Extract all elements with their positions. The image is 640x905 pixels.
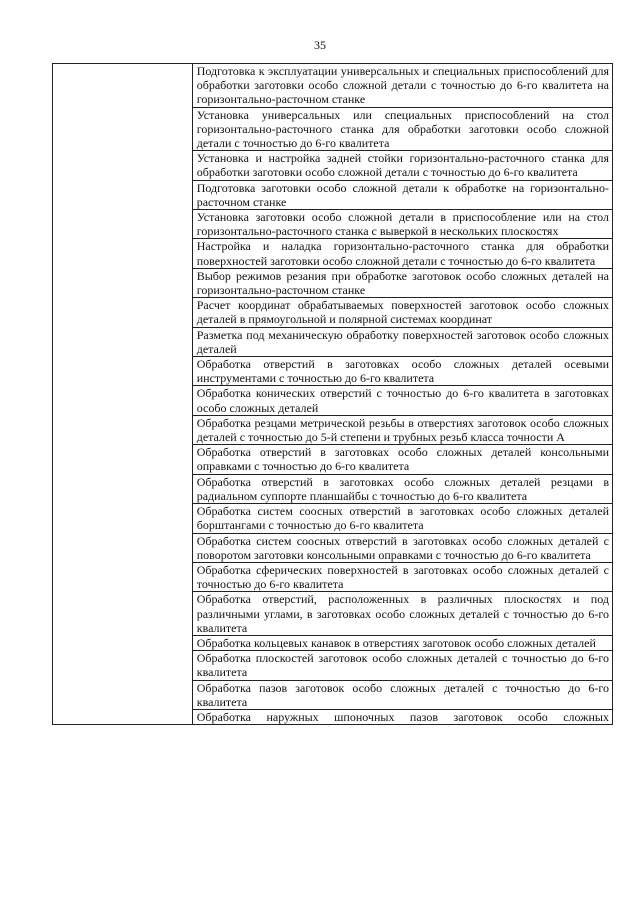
labor-action-cell: Установка и настройка задней стойки горизонтально-расточного станка для обработки заготовки особо сложной детали с точностью до 6-го квалитета: [192, 151, 612, 180]
labor-action-cell: Обработка плоскостей заготовок особо сложных деталей с точностью до 6-го квалитета: [192, 651, 612, 680]
labor-action-cell: Обработка систем соосных отверстий в заготовках особо сложных деталей с поворотом заготовки консольными оправками с точностью до 6-го квалитета: [192, 533, 612, 562]
labor-action-cell: Обработка систем соосных отверстий в заготовках особо сложных деталей борштангами с точностью до 6-го квалитета: [192, 504, 612, 533]
labor-action-cell: Подготовка к эксплуатации универсальных и специальных приспособлений для обработки заготовки особо сложной детали с точностью до 6-го квалитета на горизонтально-расточном станке: [192, 64, 612, 108]
labor-action-cell: Обработка конических отверстий с точностью до 6-го квалитета в заготовках особо сложных деталей: [192, 386, 612, 415]
labor-action-cell: Установка универсальных или специальных приспособлений на стол горизонтально-расточного станка для обработки заготовки особо сложной детали с точностью до 6-го квалитета: [192, 107, 612, 151]
labor-action-cell: Обработка резцами метрической резьбы в отверстиях заготовок особо сложных деталей с точностью до 5-й степени и трубных резьб класса точности А: [192, 415, 612, 444]
labor-action-cell: Настройка и наладка горизонтально-расточного станка для обработки поверхностей заготовки особо сложной детали с точностью до 6-го квалитета: [192, 239, 612, 268]
labor-action-cell: Выбор режимов резания при обработке заготовок особо сложных деталей на горизонтально-расточном станке: [192, 268, 612, 297]
labor-action-cell: Обработка отверстий, расположенных в различных плоскостях и под различными углами, в заготовках особо сложных деталей с точностью до 6-го квалитета: [192, 592, 612, 636]
left-column-cell: [53, 64, 193, 725]
labor-action-cell: Обработка сферических поверхностей в заготовках особо сложных деталей с точностью до 6-го квалитета: [192, 562, 612, 591]
labor-action-cell: Обработка пазов заготовок особо сложных деталей с точностью до 6-го квалитета: [192, 680, 612, 709]
labor-action-cell: Обработка отверстий в заготовках особо сложных деталей осевыми инструментами с точностью до 6-го квалитета: [192, 357, 612, 386]
labor-action-cell: Обработка отверстий в заготовках особо сложных деталей консольными оправками с точностью до 6-го квалитета: [192, 445, 612, 474]
labor-action-cell: Обработка кольцевых канавок в отверстиях заготовок особо сложных деталей: [192, 635, 612, 650]
labor-functions-table: [52, 63, 613, 725]
labor-action-cell: Разметка под механическую обработку поверхностей заготовок особо сложных деталей: [192, 327, 612, 356]
labor-action-cell: Подготовка заготовки особо сложной детали к обработке на горизонтально-расточном станке: [192, 180, 612, 209]
table-row: [53, 64, 613, 108]
page-number: 35: [314, 38, 326, 52]
labor-action-text: Обработка наружных шпоночных пазов заготовок особо сложных: [196, 709, 609, 724]
labor-action-cell: Обработка отверстий в заготовках особо сложных деталей резцами в радиальном суппорте планшайбы с точностью до 6-го квалитета: [192, 474, 612, 503]
labor-action-cell: Установка заготовки особо сложной детали в приспособление или на стол горизонтально-расточного станка с выверкой в нескольких плоскостях: [192, 210, 612, 239]
labor-action-cell: [192, 709, 612, 724]
labor-action-cell: Расчет координат обрабатываемых поверхностей заготовок особо сложных деталей в прямоугольной и полярной системах координат: [192, 298, 612, 327]
